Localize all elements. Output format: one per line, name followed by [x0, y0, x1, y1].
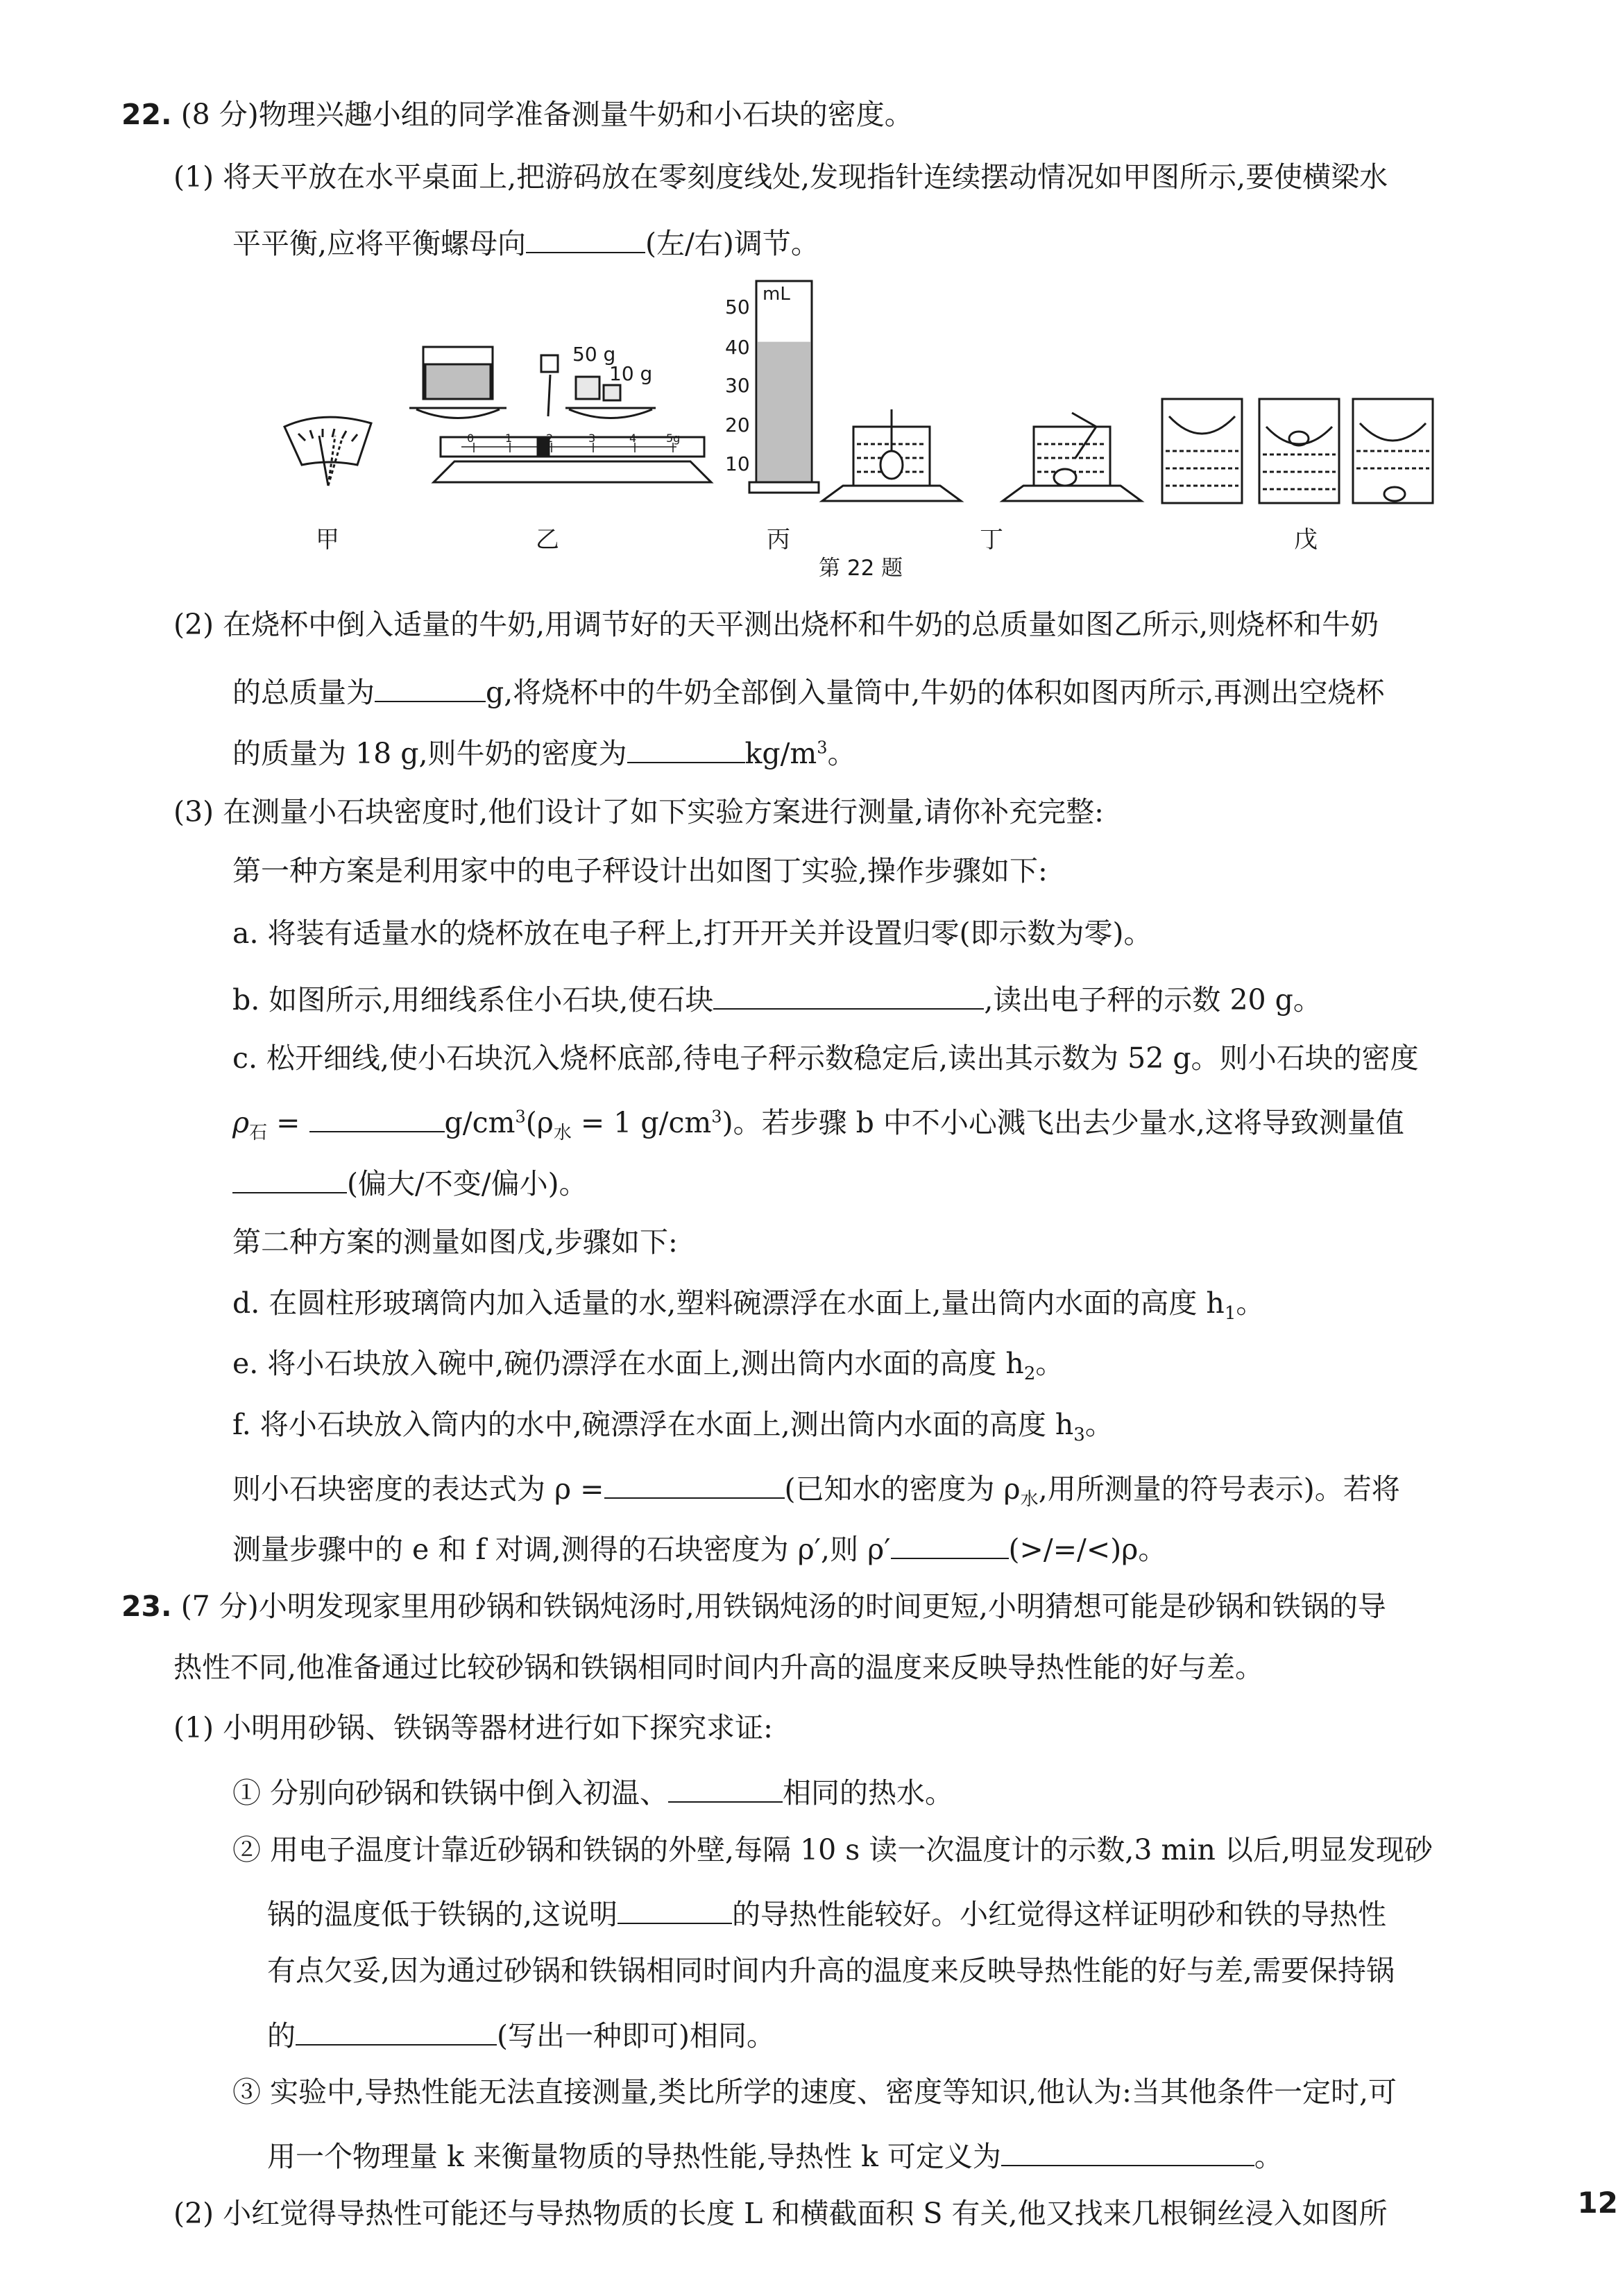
item-2-line3: 有点欠妥,因为通过砂锅和铁锅相同时间内升高的温度来反映导热性能的好与差,需要保持锅 [267, 1954, 1395, 1987]
figure-label-bing: 丙 [767, 526, 790, 554]
pointer-scale-diagram [284, 417, 371, 486]
punctuation: 。 [1035, 1347, 1064, 1380]
note: (ρ [525, 1106, 554, 1139]
figure-22 [267, 278, 1447, 527]
punctuation: 。 [1254, 2140, 1283, 2173]
item-3-line1: ③ 实验中,导热性能无法直接测量,类比所学的速度、密度等知识,他认为:当其他条件一定时,可 [232, 2075, 1397, 2109]
item-2-line4-end: (写出一种即可)相同。 [497, 2019, 775, 2052]
page-number: 12 [1577, 2186, 1618, 2220]
cylinder-tick-50: 50 [725, 296, 750, 318]
q22-part3: (3) 在测量小石块密度时,他们设计了如下实验方案进行测量,请你补充完整: [173, 795, 1104, 828]
punctuation: 。 [1236, 1286, 1265, 1320]
q22-part2-text: 的总质量为 [232, 676, 375, 709]
note: = 1 g/cm [571, 1106, 712, 1139]
subscript: 水 [1020, 1489, 1039, 1511]
q22-part2-text: 的质量为 18 g,则牛奶的密度为 [232, 737, 627, 770]
unit: g/cm [444, 1106, 516, 1139]
rho-symbol: ρ [232, 1106, 250, 1139]
q23-part2: (2) 小红觉得导热性可能还与导热物质的长度 L 和横截面积 S 有关,他又找来几根铜丝浸入如图所 [173, 2197, 1388, 2230]
q23-intro-line2: 热性不同,他准备通过比较砂锅和铁锅相同时间内升高的温度来反映导热性能的好与差。 [173, 1651, 1264, 1684]
item-3-line2: 用一个物理量 k 来衡量物质的导热性能,导热性 k 可定义为 [267, 2140, 1001, 2173]
swap-question: 测量步骤中的 e 和 f 对调,测得的石块密度为 ρ′,则 ρ′ [232, 1533, 891, 1566]
question-number: 23. [121, 1590, 172, 1623]
step-b: b. 如图所示,用细线系住小石块,使石块 [232, 983, 714, 1017]
unit-exponent: 3 [711, 1107, 722, 1127]
q23-part1: (1) 小明用砂锅、铁锅等器材进行如下探究求证: [173, 1711, 773, 1744]
weight-10g-label: 10 g [609, 362, 653, 385]
cylinder-tick-30: 30 [725, 374, 750, 397]
cylinder-bowl-diagram [1162, 399, 1433, 503]
q22-part2-text: g,将烧杯中的牛奶全部倒入量筒中,牛奶的体积如图丙所示,再测出空烧杯 [486, 676, 1385, 709]
unit-exponent: 3 [817, 738, 828, 758]
expression-prompt: 则小石块密度的表达式为 ρ = [232, 1472, 604, 1506]
item-2-line1: ② 用电子温度计靠近砂锅和铁锅的外壁,每隔 10 s 读一次温度计的示数,3 min 以后,明显发现砂 [232, 1833, 1433, 1866]
options: (>/=/<)ρ。 [1008, 1533, 1167, 1566]
cylinder-unit-label: mL [763, 284, 790, 305]
answer-blank[interactable] [627, 735, 745, 763]
answer-blank[interactable] [232, 1166, 347, 1193]
punctuation: 。 [1084, 1408, 1114, 1441]
item-2-line2: 锅的温度低于铁锅的,这说明 [267, 1898, 618, 1931]
item-2-line4: 的 [267, 2019, 296, 2052]
rider-scale-2: 2 [546, 432, 554, 445]
q22-part1-line2-end: (左/右)调节。 [645, 227, 819, 260]
answer-blank[interactable] [604, 1471, 785, 1499]
rider-scale-3: 3 [588, 432, 596, 445]
step-f: f. 将小石块放入筒内的水中,碗漂浮在水面上,测出筒内水面的高度 h [232, 1408, 1074, 1441]
options: (偏大/不变/偏小)。 [347, 1167, 588, 1200]
rider-scale-1: 1 [505, 432, 513, 445]
cylinder-tick-10: 10 [725, 452, 750, 475]
question-number: 22. [121, 98, 172, 131]
q22-part1-line1: (1) 将天平放在水平桌面上,把游码放在零刻度线处,发现指针连续摆动情况如甲图所示,要使横梁水 [173, 160, 1388, 194]
cylinder-tick-20: 20 [725, 414, 750, 436]
step-d: d. 在圆柱形玻璃筒内加入适量的水,塑料碗漂浮在水面上,量出筒内水面的高度 h [232, 1286, 1225, 1320]
graduated-cylinder [749, 281, 819, 493]
answer-blank[interactable] [526, 226, 645, 253]
note: ,用所测量的符号表示)。若将 [1038, 1472, 1400, 1506]
figure-label-jia: 甲 [316, 526, 339, 554]
answer-blank[interactable] [668, 1775, 783, 1803]
rider-scale-0: 0 [467, 432, 475, 445]
item-1: ① 分别向砂锅和铁锅中倒入初温、 [232, 1776, 669, 1810]
item-1-end: 相同的热水。 [783, 1776, 954, 1810]
subscript: 1 [1224, 1303, 1236, 1325]
figure-label-ding: 丁 [980, 526, 1003, 554]
scheme-one: 第一种方案是利用家中的电子秤设计出如图丁实验,操作步骤如下: [232, 854, 1048, 887]
question-intro: (8 分)物理兴趣小组的同学准备测量牛奶和小石块的密度。 [180, 98, 913, 131]
figure-caption: 第 22 题 [819, 556, 903, 581]
unit: kg/m [744, 737, 817, 770]
figure-label-wu: 戊 [1294, 526, 1318, 554]
subscript: 石 [249, 1123, 268, 1144]
rider-scale-4: 4 [629, 432, 637, 445]
figure-label-yi: 乙 [536, 526, 559, 554]
q22-part2-line1: (2) 在烧杯中倒入适量的牛奶,用调节好的天平测出烧杯和牛奶的总质量如图乙所示,则烧杯和牛奶 [173, 608, 1379, 641]
question-intro: (7 分)小明发现家里用砂锅和铁锅炖汤时,用铁锅炖汤的时间更短,小明猜想可能是砂锅和铁锅的导 [180, 1590, 1386, 1623]
unit-exponent: 3 [515, 1107, 526, 1127]
equals: = [267, 1106, 309, 1139]
step-e: e. 将小石块放入碗中,碗仍漂浮在水面上,测出筒内水面的高度 h [232, 1347, 1024, 1380]
answer-blank[interactable] [1001, 2138, 1254, 2166]
subscript: 3 [1073, 1425, 1085, 1446]
note: (已知水的密度为 ρ [784, 1472, 1021, 1506]
subscript: 水 [553, 1123, 572, 1144]
note: )。若步骤 b 中不小心溅飞出去少量水,这将导致测量值 [722, 1106, 1404, 1139]
answer-blank[interactable] [618, 1896, 732, 1924]
step-b-end: ,读出电子秤的示数 20 g。 [984, 983, 1322, 1017]
cylinder-tick-40: 40 [725, 336, 750, 359]
step-a: a. 将装有适量水的烧杯放在电子秤上,打开开关并设置归零(即示数为零)。 [232, 917, 1152, 950]
weight-50g-label: 50 g [572, 343, 616, 366]
answer-blank[interactable] [891, 1531, 1009, 1559]
step-c: c. 松开细线,使小石块沉入烧杯底部,待电子秤示数稳定后,读出其示数为 52 g。则小石块的密度 [232, 1041, 1419, 1075]
answer-blank[interactable] [309, 1105, 445, 1132]
answer-blank[interactable] [296, 2018, 497, 2046]
electronic-scale-diagram [822, 409, 1141, 501]
answer-blank[interactable] [375, 674, 486, 702]
item-2-line2-end: 的导热性能较好。小红觉得这样证明砂和铁的导热性 [732, 1898, 1387, 1931]
scheme-two: 第二种方案的测量如图戊,步骤如下: [232, 1225, 678, 1259]
punctuation: 。 [827, 737, 856, 770]
subscript: 2 [1023, 1363, 1036, 1385]
q22-part1-line2: 平平衡,应将平衡螺母向 [232, 227, 527, 260]
answer-blank[interactable] [713, 982, 984, 1010]
rider-scale-5: 5g [666, 432, 681, 445]
balance-diagram [409, 347, 711, 482]
